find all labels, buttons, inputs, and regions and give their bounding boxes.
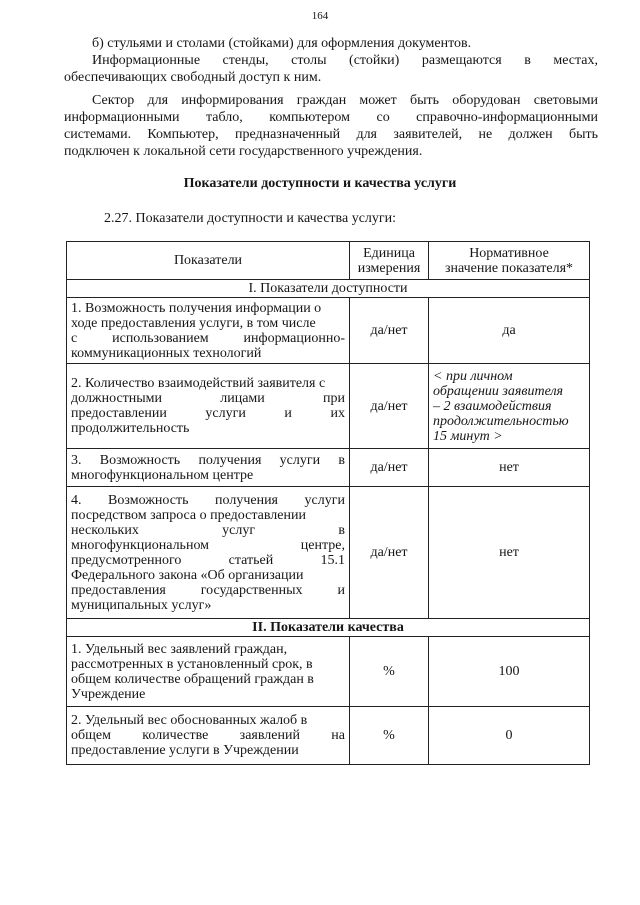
intro-line-5: информационными табло, компьютером со справочно-информационными: [64, 110, 598, 125]
indicator-name-line: ходе предоставления услуги, в том числе: [71, 315, 316, 331]
table-row: [67, 637, 590, 707]
value-cell: 0: [429, 707, 590, 765]
indicator-name-line: продолжительность: [71, 421, 190, 436]
indicator-name-line: Учреждение: [71, 686, 146, 702]
header-unit-line: Единица: [363, 245, 415, 261]
intro-line-1: б) стульями и столами (стойками) для оформления документов.: [92, 36, 472, 51]
group-title-quality: II. Показатели качества: [67, 619, 590, 637]
indicator-name-line: общем количестве заявлений на: [71, 728, 345, 743]
indicator-name-line: нескольких услуг в: [71, 522, 345, 538]
unit-cell: да/нет: [350, 487, 429, 619]
group-title-accessibility: I. Показатели доступности: [67, 280, 590, 298]
indicator-name: [67, 487, 350, 619]
indicator-name: [67, 364, 350, 449]
unit-cell: да/нет: [350, 364, 429, 449]
value-note-line: 15 минут >: [433, 428, 503, 444]
page-number: 164: [311, 10, 329, 22]
header-value-line: Нормативное: [469, 245, 549, 261]
indicator-name-line: 1. Удельный вес заявлений граждан,: [71, 641, 288, 657]
header-value-line: значение показателя*: [444, 260, 574, 276]
table-row: [67, 298, 590, 364]
table-row: [67, 449, 590, 487]
intro-line-4: Сектор для информирования граждан может быть оборудован световыми: [92, 93, 598, 108]
indicator-name-line: предоставлении услуги и их: [71, 406, 345, 421]
indicator-name-line: многофункциональном центре: [71, 467, 254, 483]
indicator-name-line: коммуникационных технологий: [71, 345, 262, 361]
indicator-name-line: муниципальных услуг»: [71, 597, 212, 613]
indicator-name-line: 2. Количество взаимодействий заявителя с: [71, 376, 326, 391]
header-unit-line: измерения: [357, 260, 421, 276]
intro-line-7: подключен к локальной сети государственного учреждения.: [64, 144, 423, 159]
indicator-name: [67, 637, 350, 707]
unit-cell: да/нет: [350, 449, 429, 487]
unit-cell: %: [350, 707, 429, 765]
indicator-name-line: предусмотренного статьей 15.1: [71, 552, 345, 568]
value-note-line: – 2 взаимодействия: [433, 398, 552, 414]
unit-cell: да/нет: [350, 298, 429, 364]
table-row: [67, 487, 590, 619]
group-row-accessibility: [67, 280, 590, 298]
value-note-line: продолжительностью: [433, 413, 569, 429]
section-heading: Показатели доступности и качества услуги: [183, 176, 457, 191]
table-row: [67, 364, 590, 449]
indicator-name-line: 2. Удельный вес обоснованных жалоб в: [71, 713, 308, 728]
indicator-name-line: рассмотренных в установленный срок, в: [71, 656, 313, 672]
header-unit: [350, 242, 429, 280]
intro-line-2: Информационные стенды, столы (стойки) размещаются в местах,: [92, 53, 598, 68]
value-note-line: < при личном: [433, 368, 513, 384]
intro-line-6: системами. Компьютер, предназначенный для заявителей, не должен быть: [64, 127, 598, 142]
indicator-name-line: 4. Возможность получения услуги: [71, 492, 345, 508]
indicator-name-line: посредством запроса о предоставлении: [71, 507, 306, 523]
indicator-name: [67, 707, 350, 765]
value-cell: нет: [429, 487, 590, 619]
indicator-name-line: 1. Возможность получения информации о: [71, 300, 322, 316]
indicator-name-line: должностными лицами при: [71, 391, 345, 406]
indicator-name: [67, 449, 350, 487]
indicators-table: [66, 241, 590, 765]
table-caption: 2.27. Показатели доступности и качества услуги:: [104, 211, 397, 226]
indicator-name-line: предоставление услуги в Учреждении: [71, 743, 299, 758]
indicator-name-line: с использованием информационно-: [71, 330, 345, 346]
table-header-row: [67, 242, 590, 280]
value-cell: да: [429, 298, 590, 364]
value-cell-note: [429, 364, 590, 449]
header-indicator: Показатели: [67, 242, 350, 280]
indicator-name-line: многофункциональном центре,: [71, 537, 345, 553]
indicator-name-line: Федерального закона «Об организации: [71, 567, 304, 583]
intro-line-3: обеспечивающих свободный доступ к ним.: [64, 70, 322, 85]
header-value: [429, 242, 590, 280]
indicator-name-line: 3. Возможность получения услуги в: [71, 452, 345, 468]
value-note-line: обращении заявителя: [433, 383, 564, 399]
indicator-name-line: предоставления государственных и: [71, 582, 345, 598]
group-row-quality: [67, 619, 590, 637]
unit-cell: %: [350, 637, 429, 707]
table-row: [67, 707, 590, 765]
indicator-name: [67, 298, 350, 364]
value-cell: нет: [429, 449, 590, 487]
indicator-name-line: общем количестве обращений граждан в: [71, 671, 314, 687]
value-cell: 100: [429, 637, 590, 707]
